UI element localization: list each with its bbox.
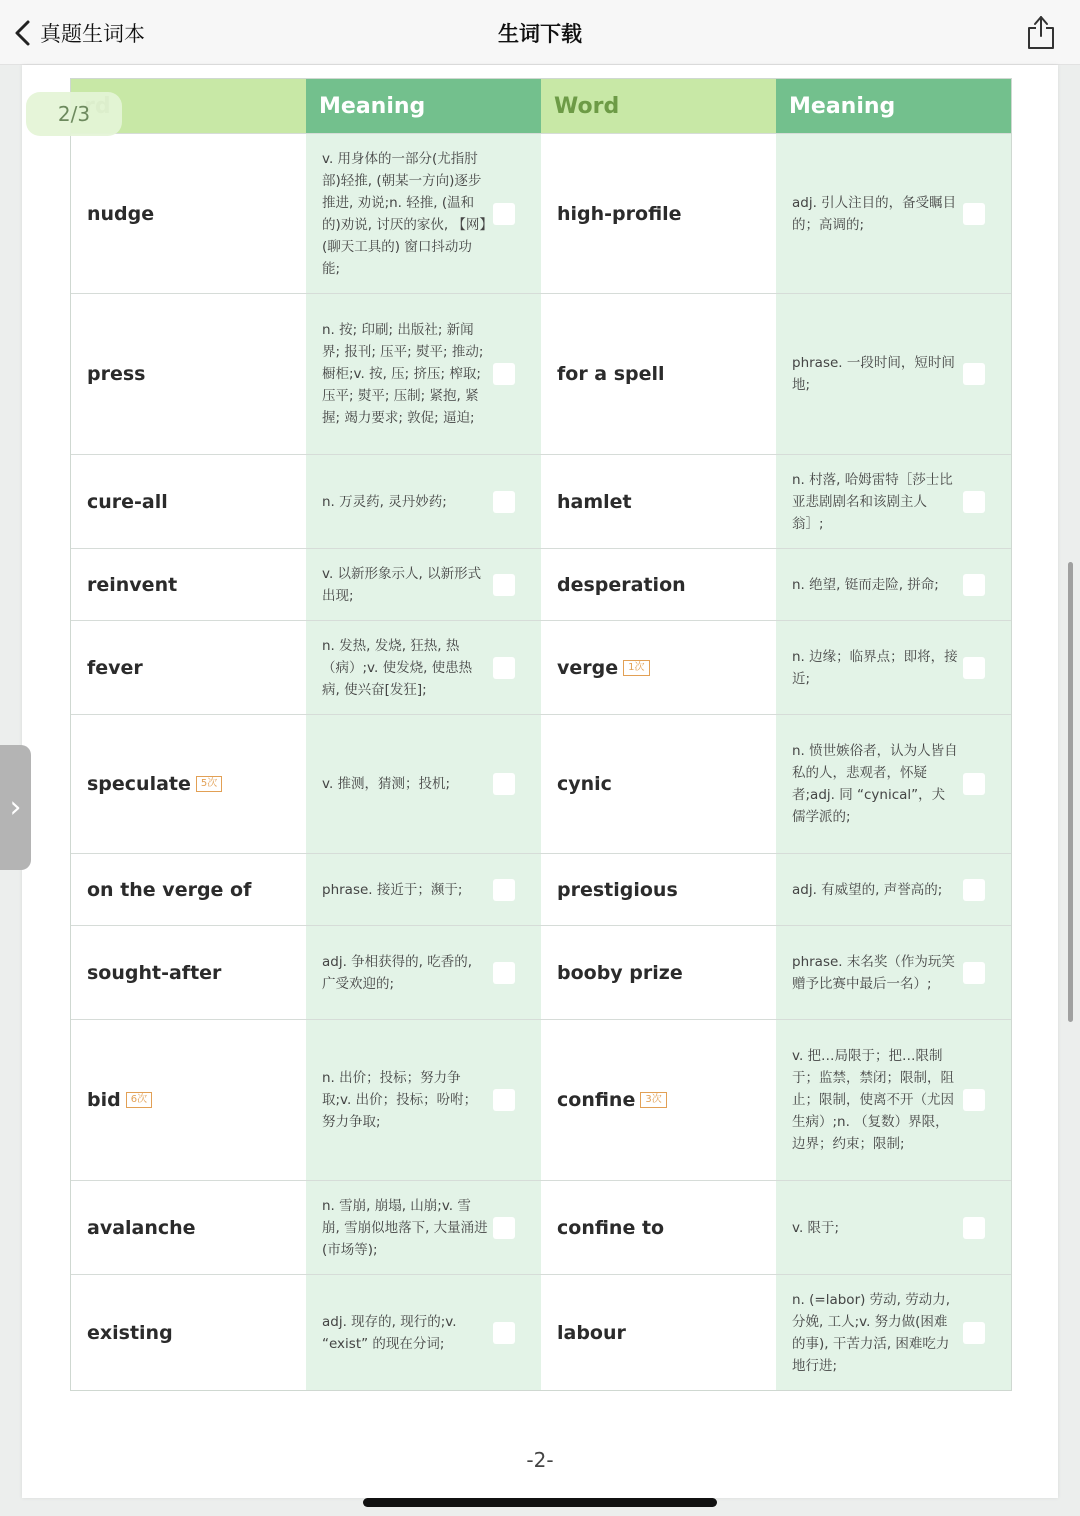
meaning-cell bbox=[776, 854, 1011, 925]
meaning-cell bbox=[776, 455, 1011, 548]
meaning-cell bbox=[306, 854, 541, 925]
meaning-cell bbox=[776, 621, 1011, 714]
word-cell bbox=[541, 1020, 776, 1180]
meaning-text: n. 村落, 哈姆雷特［莎士比亚悲剧剧名和该剧主人翁］; bbox=[792, 471, 953, 532]
word-cell bbox=[71, 134, 306, 293]
meaning-text: phrase. 一段时间，短时间地; bbox=[792, 355, 955, 393]
word-text: on the verge of bbox=[87, 878, 252, 901]
checkbox[interactable] bbox=[963, 1217, 985, 1239]
word-cell bbox=[541, 1181, 776, 1274]
meaning-cell bbox=[306, 549, 541, 620]
meaning-text: adj. 争相获得的, 吃香的, 广受欢迎的; bbox=[322, 953, 473, 992]
page-indicator-badge: 2/3 bbox=[26, 92, 122, 136]
word-text: for a spell bbox=[557, 363, 665, 385]
meaning-text: n. 绝望, 铤而走险, 拼命; bbox=[792, 576, 939, 593]
word-text: verge bbox=[557, 656, 619, 679]
word-text: avalanche bbox=[87, 1216, 196, 1239]
word-cell bbox=[71, 549, 306, 620]
meaning-text: n. 万灵药, 灵丹妙药; bbox=[322, 493, 447, 510]
word-text: desperation bbox=[557, 573, 686, 596]
word-cell bbox=[71, 455, 306, 548]
word-cell bbox=[71, 926, 306, 1019]
word-cell bbox=[71, 621, 306, 714]
word-cell bbox=[71, 854, 306, 925]
meaning-cell bbox=[776, 1181, 1011, 1274]
checkbox[interactable] bbox=[963, 773, 985, 795]
word-text: booby prize bbox=[557, 961, 683, 984]
meaning-text: adj. 现存的, 现行的;v. “exist” 的现在分词; bbox=[322, 1313, 457, 1352]
side-drawer-handle[interactable] bbox=[0, 745, 31, 870]
meaning-cell bbox=[306, 715, 541, 853]
chevron-right-icon: › bbox=[9, 790, 22, 825]
meaning-cell bbox=[306, 134, 541, 293]
meaning-text: n. 雪崩, 崩塌, 山崩;v. 雪崩, 雪崩似地落下, 大量涌进(市场等); bbox=[322, 1197, 488, 1258]
meaning-text: v. 限于; bbox=[792, 1219, 840, 1236]
word-text: fever bbox=[87, 656, 143, 679]
meaning-cell bbox=[776, 549, 1011, 620]
word-cell bbox=[71, 715, 306, 853]
frequency-badge: 6次 bbox=[126, 1092, 152, 1108]
word-text: prestigious bbox=[557, 878, 678, 901]
checkbox[interactable] bbox=[493, 657, 515, 679]
word-text: cynic bbox=[557, 773, 612, 795]
checkbox[interactable] bbox=[493, 1217, 515, 1239]
table-row bbox=[71, 1019, 1011, 1180]
back-label: 真题生词本 bbox=[40, 22, 145, 46]
word-text: press bbox=[87, 363, 146, 385]
checkbox[interactable] bbox=[493, 879, 515, 901]
top-nav-bar bbox=[0, 0, 1080, 65]
meaning-cell bbox=[306, 1275, 541, 1390]
scrollbar[interactable] bbox=[1068, 562, 1073, 1022]
word-text: confine bbox=[557, 1089, 636, 1111]
word-text: labour bbox=[557, 1321, 626, 1344]
word-cell bbox=[541, 455, 776, 548]
word-text: speculate bbox=[87, 773, 191, 795]
meaning-cell bbox=[776, 1020, 1011, 1180]
table-row bbox=[71, 1274, 1011, 1390]
meaning-cell bbox=[306, 926, 541, 1019]
header-meaning: Meaning bbox=[776, 79, 1011, 133]
meaning-text: phrase. 接近于；濒于; bbox=[322, 881, 463, 898]
word-text: existing bbox=[87, 1321, 173, 1344]
meaning-text: adj. 有威望的, 声誉高的; bbox=[792, 881, 943, 898]
document-page bbox=[22, 65, 1058, 1498]
vocabulary-table bbox=[70, 78, 1012, 1391]
meaning-cell bbox=[776, 294, 1011, 454]
word-text: hamlet bbox=[557, 490, 632, 513]
word-text: cure-all bbox=[87, 490, 168, 513]
frequency-badge: 5次 bbox=[196, 776, 222, 792]
table-row bbox=[71, 1180, 1011, 1274]
meaning-text: v. 推测，猜测；投机; bbox=[322, 776, 451, 792]
word-cell bbox=[71, 1275, 306, 1390]
word-text: high-profile bbox=[557, 202, 682, 225]
meaning-text: n. 愤世嫉俗者，认为人皆自私的人，悲观者，怀疑者;adj. 同 “cynical”，犬儒学派的; bbox=[792, 743, 958, 825]
word-cell bbox=[71, 1181, 306, 1274]
table-row bbox=[71, 133, 1011, 293]
meaning-text: phrase. 末名奖（作为玩笑赠予比赛中最后一名）; bbox=[792, 953, 955, 992]
table-row bbox=[71, 925, 1011, 1019]
word-text: nudge bbox=[87, 202, 155, 225]
frequency-badge: 3次 bbox=[640, 1092, 666, 1108]
word-text: bid bbox=[87, 1089, 121, 1111]
word-cell bbox=[71, 1020, 306, 1180]
checkbox[interactable] bbox=[493, 962, 515, 984]
word-cell bbox=[71, 294, 306, 454]
word-text: confine to bbox=[557, 1216, 665, 1239]
checkbox[interactable] bbox=[963, 203, 985, 225]
meaning-cell bbox=[306, 1020, 541, 1180]
meaning-text: n. 出价；投标；努力争取;v. 出价；投标；吩咐；努力争取; bbox=[322, 1070, 478, 1130]
meaning-text: n. 按; 印刷; 出版社; 新闻界; 报刊; 压平; 熨平; 推动; 橱柜;v. 按, 压; 挤压; 榨取; 压平; 熨平; 压制; 紧抱, 紧握; 竭力要求; 敦促; 逼迫; bbox=[322, 322, 484, 426]
checkbox[interactable] bbox=[493, 1089, 515, 1111]
word-cell bbox=[541, 854, 776, 925]
checkbox[interactable] bbox=[963, 657, 985, 679]
checkbox[interactable] bbox=[963, 574, 985, 596]
page-number: -2- bbox=[526, 1448, 554, 1472]
meaning-cell bbox=[776, 926, 1011, 1019]
share-icon[interactable] bbox=[1026, 14, 1056, 50]
meaning-text: adj. 引人注目的，备受瞩目的；高调的; bbox=[792, 194, 957, 233]
meaning-cell bbox=[776, 715, 1011, 853]
word-cell bbox=[541, 294, 776, 454]
page-title: 生词下载 bbox=[498, 22, 582, 46]
checkbox[interactable] bbox=[493, 1322, 515, 1344]
checkbox[interactable] bbox=[493, 363, 515, 385]
word-cell bbox=[541, 926, 776, 1019]
meaning-cell bbox=[306, 294, 541, 454]
home-indicator bbox=[363, 1498, 717, 1507]
word-cell bbox=[541, 549, 776, 620]
table-row bbox=[71, 454, 1011, 548]
table-row bbox=[71, 620, 1011, 714]
word-cell bbox=[541, 1275, 776, 1390]
meaning-cell bbox=[306, 455, 541, 548]
checkbox[interactable] bbox=[963, 363, 985, 385]
checkbox[interactable] bbox=[493, 203, 515, 225]
meaning-text: n. 发热, 发烧, 狂热, 热（病）;v. 使发烧, 使患热病, 使兴奋[发狂]; bbox=[322, 637, 473, 698]
meaning-text: n. 边缘；临界点；即将，接近; bbox=[792, 648, 958, 687]
checkbox[interactable] bbox=[963, 1322, 985, 1344]
meaning-text: v. 用身体的一部分(尤指肘部)轻推, (朝某一方向)逐步推进, 劝说;n. 轻推, (温和的)劝说, 讨厌的家伙, 【网】(聊天工具的) 窗口抖动功能; bbox=[322, 150, 487, 277]
table-header bbox=[71, 79, 1011, 133]
checkbox[interactable] bbox=[963, 962, 985, 984]
meaning-cell bbox=[306, 1181, 541, 1274]
table-row bbox=[71, 714, 1011, 853]
frequency-badge: 1次 bbox=[623, 660, 649, 676]
meaning-cell bbox=[776, 1275, 1011, 1390]
meaning-cell bbox=[776, 134, 1011, 293]
header-meaning: Meaning bbox=[306, 79, 541, 133]
checkbox[interactable] bbox=[493, 574, 515, 596]
word-text: sought-after bbox=[87, 961, 222, 984]
checkbox[interactable] bbox=[963, 879, 985, 901]
meaning-text: n. (=labor) 劳动, 劳动力, 分娩, 工人;v. 努力做(困难的事), 干苦力活, 困难吃力地行进; bbox=[792, 1291, 951, 1374]
table-row bbox=[71, 548, 1011, 620]
word-cell bbox=[541, 715, 776, 853]
checkbox[interactable] bbox=[963, 491, 985, 513]
checkbox[interactable] bbox=[493, 491, 515, 513]
meaning-cell bbox=[306, 621, 541, 714]
header-word: Word bbox=[541, 79, 776, 133]
checkbox[interactable] bbox=[493, 773, 515, 795]
word-cell bbox=[541, 621, 776, 714]
meaning-text: v. 把…局限于；把…限制于；监禁，禁闭；限制，阻止；限制，使离不开（尤因生病）;n. （复数）界限，边界；约束；限制; bbox=[792, 1048, 954, 1152]
word-text: reinvent bbox=[87, 573, 178, 596]
table-row bbox=[71, 293, 1011, 454]
word-cell bbox=[541, 134, 776, 293]
table-row bbox=[71, 853, 1011, 925]
meaning-text: v. 以新形象示人, 以新形式出现; bbox=[322, 565, 482, 604]
checkbox[interactable] bbox=[963, 1089, 985, 1111]
